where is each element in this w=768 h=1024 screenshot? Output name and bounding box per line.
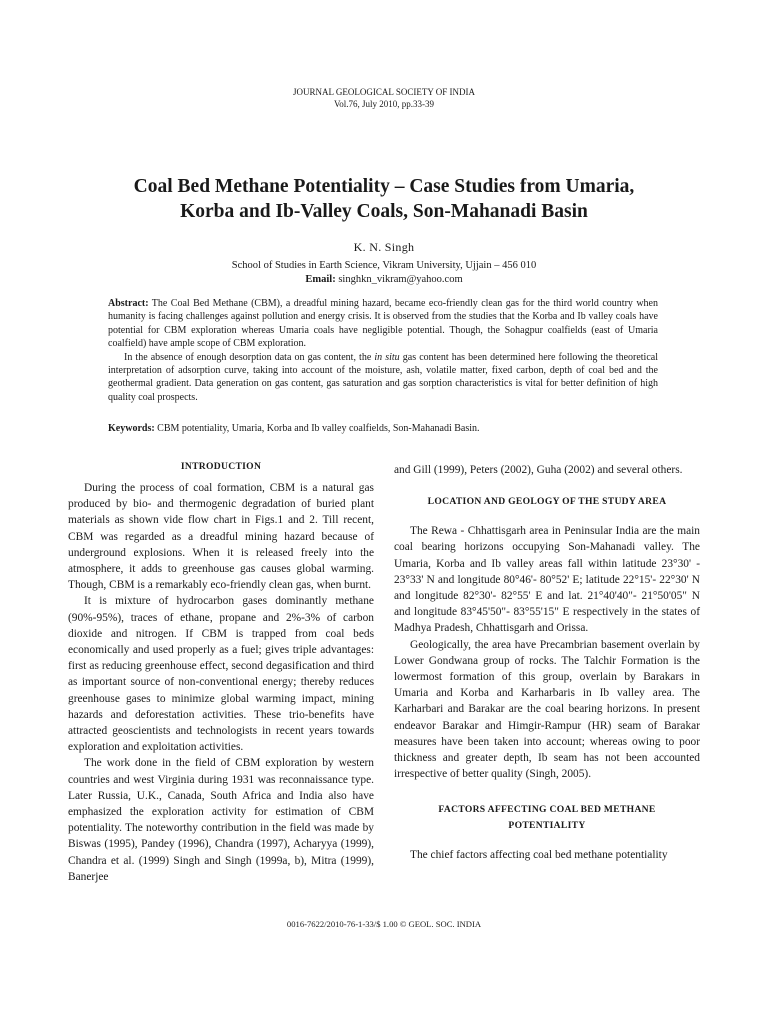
affiliation: School of Studies in Earth Science, Vikram University, Ujjain – 456 010 bbox=[231, 260, 537, 271]
location-paragraph-1: The Rewa - Chhattisgarh area in Peninsular India are the main coal bearing horizons occupying Son-Mahanadi valley. The Umaria, Korba and Ib valley areas fall within latitude 23°30' - 23°33' N and longitude 80°46'- 80°52' E; latitude 22°15'- 22°30' N and longitude 82°30'- 82°55' E and lat. 21°40'40"- 21°50'05" N and longitude 83°45'50"- 83°55'15" E respectively in the states of Madhya Pradesh, Chhattisgarh and Orissa. bbox=[394, 525, 700, 635]
abstract-paragraph-2: In the absence of enough desorption data on gas content, the in situ gas content has been determined here following the theoretical interpretation of adsorption curve, taking into account of the moisture, ash, volatile matter, fixed carbon, depth of coal bed and the geothermal gradient. Data generation on gas content, gas saturation and gas sorption characteristics is vital for better definition of high quality coal prospects. bbox=[108, 351, 658, 403]
affiliation-block bbox=[0, 259, 768, 287]
intro-paragraph-2: It is mixture of hydrocarbon gases dominantly methane (90%-95%), traces of ethane, propane and 2%-3% of carbon dioxide and nitrogen. If CBM is trapped from coal beds economically and used properly as a fuel; gives triple advantages: first as reducing greenhouse effect, second degasification and third as important source of non-conventional energy; thereby reduces greenhouse gases to minimize global warming impact, mining hazards and deforestation activities. These trio-benefits have attracted geoscientists and technologists in recent years towards exploration and exploitation activities. bbox=[68, 595, 374, 754]
location-paragraph-2: Geologically, the area have Precambrian basement overlain by Lower Gondwana group of rocks. The Talchir Formation is the lowermost formation of this group, overlain by Barakars in Umaria and Korba and Karharbaris in Ib valley area. The Karharbari and Barakar are the coal bearing horizons. In present endeavor Barakar and Himgir-Rampur (HR) seam of Barakar measures have been taken into account; whereas owing to poor thickness and greater depth, Ib seam has not been accounted irrespective of better quality (Singh, 2005). bbox=[394, 638, 700, 781]
keywords bbox=[108, 422, 658, 435]
factors-heading: FACTORS AFFECTING COAL BED METHANE POTENTIALITY bbox=[438, 804, 656, 832]
left-column bbox=[68, 460, 374, 885]
footer-copyright: 0016-7622/2010-76-1-33/$ 1.00 © GEOL. SOC. INDIA bbox=[286, 919, 482, 929]
title-line-2: Korba and Ib-Valley Coals, Son-Mahanadi Basin bbox=[180, 201, 588, 222]
intro-continuation: and Gill (1999), Peters (2002), Guha (2002) and several others. bbox=[394, 464, 683, 476]
location-geology-heading: LOCATION AND GEOLOGY OF THE STUDY AREA bbox=[427, 496, 667, 508]
author-name: K. N. Singh bbox=[353, 240, 415, 254]
introduction-heading: INTRODUCTION bbox=[180, 461, 262, 472]
keywords-text: CBM potentiality, Umaria, Korba and Ib valley coalfields, Son-Mahanadi Basin. bbox=[154, 423, 480, 434]
paper-title bbox=[60, 174, 708, 224]
title-line-1: Coal Bed Methane Potentiality – Case Studies from Umaria, bbox=[133, 176, 635, 197]
volume-info: Vol.76, July 2010, pp.33-39 bbox=[333, 99, 435, 109]
abstract bbox=[108, 297, 658, 404]
intro-paragraph-1: During the process of coal formation, CBM is a natural gas produced by bio- and thermogenic degradation of buried plant materials as shown vide flow chart in Figs.1 and 2. Till recent, CBM was regarded as a dreadful mining hazard because of underground explosions. When it is released freely into the atmosphere, it adds to greenhouse gas causes global warming. Though, CBM is a remarkably eco-friendly clean gas, when burnt. bbox=[68, 482, 374, 592]
abstract-paragraph-1: Abstract: The Coal Bed Methane (CBM), a dreadful mining hazard, became eco-friendly clean gas for the third world country when humanity is facing challenges against pollution and energy crisis. It is observed from the studies that the Korba and Ib valley coals have potential for CBM exploration whereas Umaria coals have negligible potential. Though, the Sohagpur coalfields (east of Umaria coalfield) have ample scope of CBM exploration. bbox=[108, 298, 658, 350]
email-label: Email: bbox=[305, 274, 336, 285]
keywords-label: Keywords: bbox=[108, 423, 155, 434]
factors-paragraph-1: The chief factors affecting coal bed methane potentiality bbox=[410, 849, 668, 862]
journal-header bbox=[0, 86, 768, 110]
abstract-label: Abstract: bbox=[108, 298, 149, 309]
email-line bbox=[0, 273, 768, 287]
intro-paragraph-3: The work done in the field of CBM exploration by western countries and west Virginia during 1931 was reconnaissance type. Later Russia, U.K., Canada, South Africa and India also have emphasized the exploration activity for estimation of CBM potentiality. The noteworthy contribution in the field was made by Biswas (1995), Pandey (1996), Chandra (1997), Acharyya (1999), Chandra et al. (1999) Singh and Singh (1999a, b), Mitra (1999), Banerjee bbox=[68, 757, 374, 883]
right-column bbox=[394, 462, 700, 864]
journal-name: JOURNAL GEOLOGICAL SOCIETY OF INDIA bbox=[293, 87, 475, 97]
email-address[interactable]: singhkn_vikram@yahoo.com bbox=[335, 274, 463, 285]
